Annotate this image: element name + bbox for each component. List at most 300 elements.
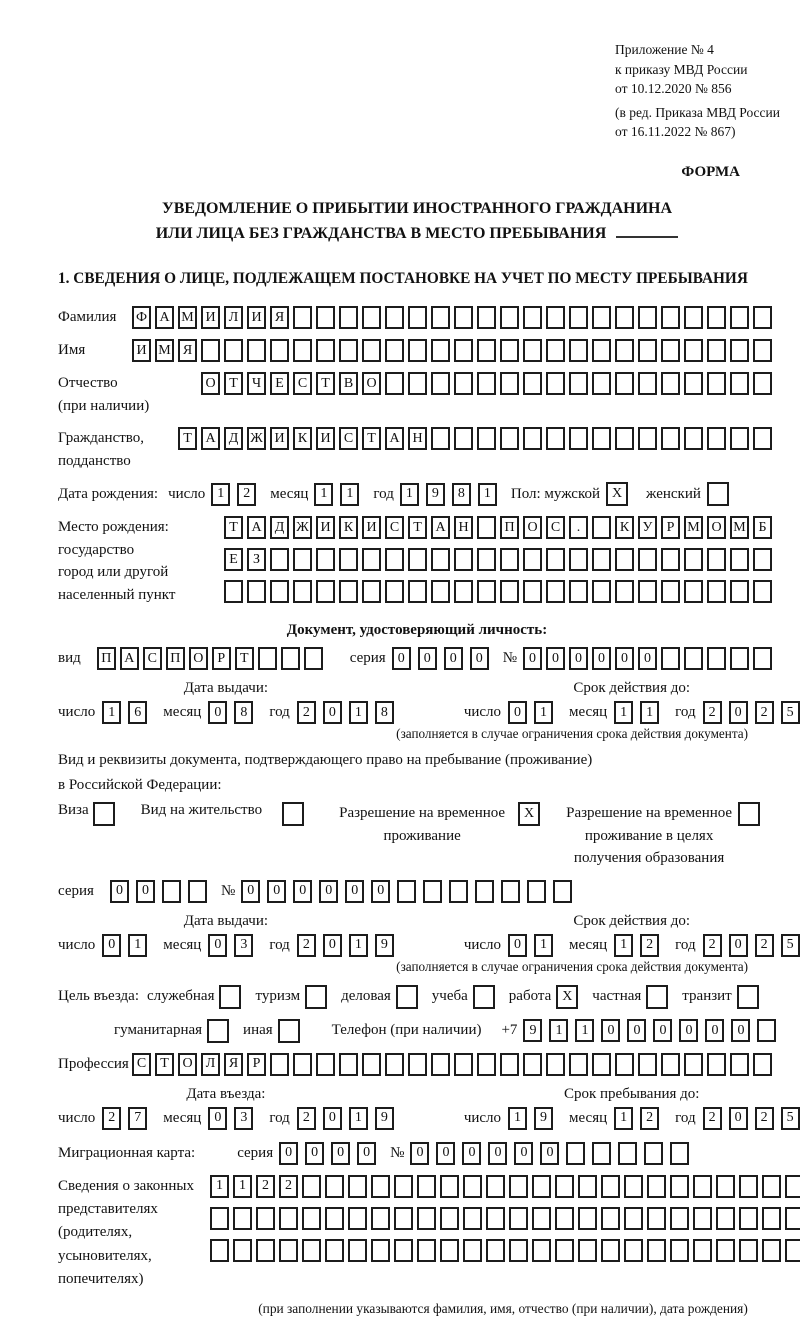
char-cell[interactable] [210, 1239, 229, 1262]
char-cell[interactable]: 5 [781, 701, 800, 724]
char-cell[interactable] [477, 427, 496, 450]
char-cell[interactable]: Ж [293, 516, 312, 539]
char-cell[interactable]: 0 [436, 1142, 455, 1165]
char-cell[interactable]: 0 [323, 934, 342, 957]
char-cell[interactable]: 1 [314, 483, 333, 506]
char-cell[interactable] [569, 372, 588, 395]
char-cell[interactable]: 0 [546, 647, 565, 670]
char-cell[interactable]: 2 [297, 934, 316, 957]
char-cell[interactable] [431, 580, 450, 603]
char-cell[interactable] [785, 1175, 800, 1198]
char-cell[interactable] [730, 647, 749, 670]
char-cell[interactable] [601, 1207, 620, 1230]
char-cell[interactable] [670, 1239, 689, 1262]
char-cell[interactable] [592, 372, 611, 395]
char-cell[interactable]: 2 [703, 701, 722, 724]
char-cell[interactable] [339, 339, 358, 362]
char-cell[interactable] [316, 1053, 335, 1076]
char-cell[interactable] [638, 339, 657, 362]
purpose-option-checkbox-0[interactable] [219, 985, 241, 1009]
char-cell[interactable] [454, 427, 473, 450]
char-cell[interactable]: 1 [211, 483, 230, 506]
char-cell[interactable] [684, 548, 703, 571]
char-cell[interactable] [316, 548, 335, 571]
char-cell[interactable]: Н [454, 516, 473, 539]
char-cell[interactable]: Е [270, 372, 289, 395]
char-cell[interactable]: Р [247, 1053, 266, 1076]
char-cell[interactable]: 0 [592, 647, 611, 670]
char-cell[interactable]: 2 [256, 1175, 275, 1198]
char-cell[interactable]: А [120, 647, 139, 670]
char-cell[interactable]: 0 [523, 647, 542, 670]
char-cell[interactable] [162, 880, 181, 903]
char-cell[interactable] [693, 1239, 712, 1262]
char-cell[interactable]: 2 [297, 701, 316, 724]
char-cell[interactable] [500, 1053, 519, 1076]
char-cell[interactable]: М [178, 306, 197, 329]
char-cell[interactable]: К [293, 427, 312, 450]
char-cell[interactable] [397, 880, 416, 903]
char-cell[interactable] [500, 306, 519, 329]
char-cell[interactable]: 1 [340, 483, 359, 506]
purpose-option-checkbox-1[interactable] [305, 985, 327, 1009]
char-cell[interactable] [270, 1053, 289, 1076]
char-cell[interactable]: Д [224, 427, 243, 450]
char-cell[interactable] [753, 427, 772, 450]
char-cell[interactable]: 2 [755, 934, 774, 957]
char-cell[interactable]: 1 [400, 483, 419, 506]
char-cell[interactable]: Е [224, 548, 243, 571]
char-cell[interactable]: П [97, 647, 116, 670]
char-cell[interactable]: У [638, 516, 657, 539]
char-cell[interactable] [569, 306, 588, 329]
char-cell[interactable] [408, 306, 427, 329]
char-cell[interactable] [281, 647, 300, 670]
char-cell[interactable] [716, 1239, 735, 1262]
char-cell[interactable] [730, 427, 749, 450]
char-cell[interactable]: Б [753, 516, 772, 539]
char-cell[interactable]: Л [224, 306, 243, 329]
char-cell[interactable] [523, 548, 542, 571]
char-cell[interactable]: 2 [755, 1107, 774, 1130]
char-cell[interactable] [500, 548, 519, 571]
char-cell[interactable] [500, 427, 519, 450]
char-cell[interactable] [739, 1207, 758, 1230]
char-cell[interactable] [618, 1142, 637, 1165]
char-cell[interactable]: Ч [247, 372, 266, 395]
char-cell[interactable]: 0 [638, 647, 657, 670]
char-cell[interactable] [615, 372, 634, 395]
char-cell[interactable] [486, 1175, 505, 1198]
char-cell[interactable]: О [178, 1053, 197, 1076]
purpose-option-checkbox-2[interactable] [396, 985, 418, 1009]
char-cell[interactable]: Я [270, 306, 289, 329]
char-cell[interactable] [753, 339, 772, 362]
char-cell[interactable] [417, 1239, 436, 1262]
char-cell[interactable]: С [546, 516, 565, 539]
char-cell[interactable] [509, 1239, 528, 1262]
char-cell[interactable] [753, 1053, 772, 1076]
char-cell[interactable] [408, 580, 427, 603]
char-cell[interactable]: 6 [128, 701, 147, 724]
char-cell[interactable]: Т [155, 1053, 174, 1076]
char-cell[interactable] [569, 427, 588, 450]
char-cell[interactable] [477, 580, 496, 603]
char-cell[interactable] [316, 306, 335, 329]
char-cell[interactable]: К [339, 516, 358, 539]
char-cell[interactable] [638, 427, 657, 450]
char-cell[interactable]: 0 [279, 1142, 298, 1165]
char-cell[interactable]: 0 [208, 1107, 227, 1130]
char-cell[interactable]: 0 [679, 1019, 698, 1042]
char-cell[interactable]: П [500, 516, 519, 539]
char-cell[interactable]: 7 [128, 1107, 147, 1130]
char-cell[interactable]: 8 [234, 701, 253, 724]
char-cell[interactable] [684, 580, 703, 603]
char-cell[interactable]: И [132, 339, 151, 362]
char-cell[interactable] [647, 1175, 666, 1198]
char-cell[interactable]: 0 [323, 1107, 342, 1130]
char-cell[interactable]: Т [362, 427, 381, 450]
char-cell[interactable] [615, 580, 634, 603]
char-cell[interactable] [523, 339, 542, 362]
char-cell[interactable] [477, 339, 496, 362]
char-cell[interactable]: И [316, 427, 335, 450]
char-cell[interactable] [546, 548, 565, 571]
char-cell[interactable] [501, 880, 520, 903]
char-cell[interactable]: О [362, 372, 381, 395]
char-cell[interactable] [270, 339, 289, 362]
char-cell[interactable]: 2 [640, 1107, 659, 1130]
char-cell[interactable]: 0 [488, 1142, 507, 1165]
char-cell[interactable] [707, 372, 726, 395]
char-cell[interactable] [684, 427, 703, 450]
char-cell[interactable] [454, 548, 473, 571]
char-cell[interactable] [693, 1175, 712, 1198]
char-cell[interactable]: 2 [755, 701, 774, 724]
char-cell[interactable]: 0 [514, 1142, 533, 1165]
char-cell[interactable]: Т [235, 647, 254, 670]
char-cell[interactable] [592, 339, 611, 362]
char-cell[interactable]: 5 [781, 1107, 800, 1130]
char-cell[interactable] [592, 548, 611, 571]
char-cell[interactable]: Р [212, 647, 231, 670]
char-cell[interactable] [785, 1207, 800, 1230]
char-cell[interactable] [477, 1053, 496, 1076]
char-cell[interactable] [753, 548, 772, 571]
char-cell[interactable]: 1 [349, 1107, 368, 1130]
char-cell[interactable]: 9 [523, 1019, 542, 1042]
char-cell[interactable] [486, 1207, 505, 1230]
char-cell[interactable]: 0 [705, 1019, 724, 1042]
char-cell[interactable] [693, 1207, 712, 1230]
char-cell[interactable] [730, 580, 749, 603]
char-cell[interactable] [532, 1239, 551, 1262]
char-cell[interactable] [684, 647, 703, 670]
char-cell[interactable] [555, 1175, 574, 1198]
char-cell[interactable]: 9 [534, 1107, 553, 1130]
char-cell[interactable] [684, 372, 703, 395]
char-cell[interactable] [670, 1175, 689, 1198]
char-cell[interactable] [302, 1175, 321, 1198]
char-cell[interactable] [578, 1207, 597, 1230]
sex-male-checkbox[interactable]: X [606, 482, 628, 506]
char-cell[interactable]: 0 [615, 647, 634, 670]
char-cell[interactable] [423, 880, 442, 903]
char-cell[interactable]: Я [224, 1053, 243, 1076]
char-cell[interactable] [362, 1053, 381, 1076]
char-cell[interactable] [440, 1239, 459, 1262]
char-cell[interactable] [532, 1175, 551, 1198]
char-cell[interactable] [449, 880, 468, 903]
char-cell[interactable] [431, 372, 450, 395]
purpose-option-checkbox-0[interactable] [207, 1019, 229, 1043]
purpose-option-checkbox-5[interactable] [646, 985, 668, 1009]
char-cell[interactable] [293, 580, 312, 603]
char-cell[interactable] [201, 339, 220, 362]
char-cell[interactable] [302, 1239, 321, 1262]
char-cell[interactable]: 0 [508, 934, 527, 957]
char-cell[interactable] [385, 548, 404, 571]
char-cell[interactable] [417, 1207, 436, 1230]
char-cell[interactable]: 1 [508, 1107, 527, 1130]
char-cell[interactable] [661, 647, 680, 670]
char-cell[interactable] [592, 580, 611, 603]
char-cell[interactable]: И [270, 427, 289, 450]
char-cell[interactable]: Н [408, 427, 427, 450]
char-cell[interactable] [555, 1207, 574, 1230]
char-cell[interactable]: С [339, 427, 358, 450]
char-cell[interactable]: 8 [375, 701, 394, 724]
char-cell[interactable]: Я [178, 339, 197, 362]
char-cell[interactable] [348, 1207, 367, 1230]
char-cell[interactable] [601, 1175, 620, 1198]
char-cell[interactable] [661, 1053, 680, 1076]
char-cell[interactable]: 1 [575, 1019, 594, 1042]
char-cell[interactable] [523, 580, 542, 603]
char-cell[interactable]: И [362, 516, 381, 539]
char-cell[interactable] [385, 1053, 404, 1076]
char-cell[interactable]: 0 [627, 1019, 646, 1042]
char-cell[interactable]: 0 [729, 701, 748, 724]
char-cell[interactable]: 0 [102, 934, 121, 957]
char-cell[interactable]: 0 [208, 701, 227, 724]
char-cell[interactable] [578, 1239, 597, 1262]
char-cell[interactable] [546, 306, 565, 329]
char-cell[interactable]: С [385, 516, 404, 539]
char-cell[interactable] [546, 580, 565, 603]
char-cell[interactable]: Ф [132, 306, 151, 329]
char-cell[interactable] [394, 1175, 413, 1198]
char-cell[interactable]: 9 [426, 483, 445, 506]
char-cell[interactable] [592, 516, 611, 539]
char-cell[interactable] [753, 306, 772, 329]
char-cell[interactable] [233, 1239, 252, 1262]
char-cell[interactable]: 0 [729, 1107, 748, 1130]
char-cell[interactable]: 0 [418, 647, 437, 670]
char-cell[interactable]: 0 [601, 1019, 620, 1042]
char-cell[interactable]: 9 [375, 1107, 394, 1130]
char-cell[interactable] [762, 1207, 781, 1230]
char-cell[interactable]: О [189, 647, 208, 670]
char-cell[interactable] [385, 372, 404, 395]
char-cell[interactable] [615, 1053, 634, 1076]
char-cell[interactable] [463, 1207, 482, 1230]
char-cell[interactable]: 1 [478, 483, 497, 506]
char-cell[interactable] [684, 339, 703, 362]
temp-residence-checkbox[interactable]: X [518, 802, 540, 826]
residence-permit-checkbox[interactable] [282, 802, 304, 826]
char-cell[interactable] [592, 1142, 611, 1165]
char-cell[interactable]: 0 [357, 1142, 376, 1165]
char-cell[interactable] [339, 1053, 358, 1076]
char-cell[interactable] [569, 548, 588, 571]
char-cell[interactable] [670, 1142, 689, 1165]
char-cell[interactable]: 0 [729, 934, 748, 957]
char-cell[interactable]: 1 [614, 934, 633, 957]
char-cell[interactable] [615, 427, 634, 450]
char-cell[interactable] [624, 1207, 643, 1230]
char-cell[interactable]: 1 [614, 701, 633, 724]
char-cell[interactable] [661, 306, 680, 329]
char-cell[interactable] [569, 339, 588, 362]
char-cell[interactable] [500, 372, 519, 395]
char-cell[interactable]: 0 [345, 880, 364, 903]
char-cell[interactable]: 0 [470, 647, 489, 670]
char-cell[interactable] [730, 339, 749, 362]
char-cell[interactable] [210, 1207, 229, 1230]
char-cell[interactable]: С [293, 372, 312, 395]
char-cell[interactable] [385, 306, 404, 329]
char-cell[interactable] [707, 339, 726, 362]
char-cell[interactable] [707, 548, 726, 571]
char-cell[interactable]: 1 [534, 934, 553, 957]
char-cell[interactable]: 0 [208, 934, 227, 957]
char-cell[interactable] [762, 1239, 781, 1262]
purpose-option-checkbox-6[interactable] [737, 985, 759, 1009]
char-cell[interactable]: 1 [128, 934, 147, 957]
char-cell[interactable] [638, 548, 657, 571]
char-cell[interactable] [527, 880, 546, 903]
purpose-option-checkbox-1[interactable] [278, 1019, 300, 1043]
purpose-option-checkbox-3[interactable] [473, 985, 495, 1009]
char-cell[interactable]: 0 [731, 1019, 750, 1042]
char-cell[interactable] [615, 548, 634, 571]
char-cell[interactable] [707, 580, 726, 603]
char-cell[interactable] [247, 580, 266, 603]
char-cell[interactable]: О [707, 516, 726, 539]
char-cell[interactable] [500, 339, 519, 362]
char-cell[interactable] [463, 1239, 482, 1262]
char-cell[interactable] [408, 1053, 427, 1076]
char-cell[interactable] [707, 306, 726, 329]
char-cell[interactable]: 0 [110, 880, 129, 903]
char-cell[interactable]: 1 [349, 701, 368, 724]
char-cell[interactable] [408, 372, 427, 395]
char-cell[interactable]: 2 [237, 483, 256, 506]
char-cell[interactable]: А [385, 427, 404, 450]
char-cell[interactable] [569, 580, 588, 603]
char-cell[interactable]: 0 [293, 880, 312, 903]
char-cell[interactable] [339, 580, 358, 603]
char-cell[interactable]: А [155, 306, 174, 329]
char-cell[interactable] [615, 306, 634, 329]
char-cell[interactable] [753, 372, 772, 395]
char-cell[interactable] [477, 516, 496, 539]
char-cell[interactable]: 0 [653, 1019, 672, 1042]
char-cell[interactable]: И [247, 306, 266, 329]
char-cell[interactable]: 0 [267, 880, 286, 903]
char-cell[interactable] [454, 306, 473, 329]
char-cell[interactable]: 0 [508, 701, 527, 724]
char-cell[interactable]: 0 [241, 880, 260, 903]
char-cell[interactable] [371, 1207, 390, 1230]
char-cell[interactable] [624, 1239, 643, 1262]
char-cell[interactable]: 1 [614, 1107, 633, 1130]
char-cell[interactable]: Т [178, 427, 197, 450]
char-cell[interactable] [371, 1239, 390, 1262]
char-cell[interactable] [408, 339, 427, 362]
char-cell[interactable]: С [143, 647, 162, 670]
char-cell[interactable] [569, 1053, 588, 1076]
char-cell[interactable] [661, 580, 680, 603]
char-cell[interactable]: Ж [247, 427, 266, 450]
char-cell[interactable] [757, 1019, 776, 1042]
char-cell[interactable] [647, 1207, 666, 1230]
char-cell[interactable] [592, 306, 611, 329]
char-cell[interactable] [500, 580, 519, 603]
char-cell[interactable] [592, 1053, 611, 1076]
char-cell[interactable]: 1 [349, 934, 368, 957]
char-cell[interactable] [188, 880, 207, 903]
char-cell[interactable] [762, 1175, 781, 1198]
sex-female-checkbox[interactable] [707, 482, 729, 506]
char-cell[interactable] [454, 372, 473, 395]
char-cell[interactable] [431, 548, 450, 571]
char-cell[interactable] [325, 1239, 344, 1262]
char-cell[interactable] [670, 1207, 689, 1230]
char-cell[interactable] [486, 1239, 505, 1262]
char-cell[interactable] [661, 372, 680, 395]
char-cell[interactable] [523, 1053, 542, 1076]
char-cell[interactable] [362, 339, 381, 362]
char-cell[interactable] [553, 880, 572, 903]
char-cell[interactable] [477, 548, 496, 571]
visa-checkbox[interactable] [93, 802, 115, 826]
char-cell[interactable]: Д [270, 516, 289, 539]
char-cell[interactable] [362, 580, 381, 603]
char-cell[interactable]: 2 [297, 1107, 316, 1130]
char-cell[interactable] [325, 1175, 344, 1198]
char-cell[interactable]: 1 [549, 1019, 568, 1042]
char-cell[interactable] [293, 306, 312, 329]
char-cell[interactable]: 3 [234, 1107, 253, 1130]
char-cell[interactable]: 1 [233, 1175, 252, 1198]
char-cell[interactable] [454, 1053, 473, 1076]
char-cell[interactable] [270, 548, 289, 571]
char-cell[interactable]: А [201, 427, 220, 450]
char-cell[interactable]: Т [408, 516, 427, 539]
char-cell[interactable] [463, 1175, 482, 1198]
char-cell[interactable] [730, 372, 749, 395]
char-cell[interactable]: 0 [331, 1142, 350, 1165]
char-cell[interactable] [475, 880, 494, 903]
char-cell[interactable] [339, 306, 358, 329]
char-cell[interactable] [417, 1175, 436, 1198]
char-cell[interactable]: Р [661, 516, 680, 539]
char-cell[interactable] [707, 427, 726, 450]
char-cell[interactable] [566, 1142, 585, 1165]
